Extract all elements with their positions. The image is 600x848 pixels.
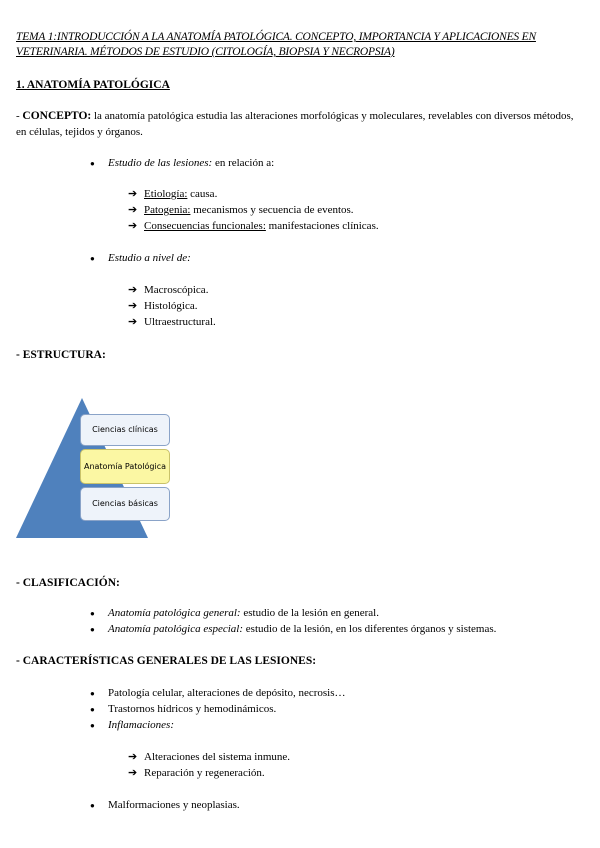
- caracteristica-item: Patología celular, alteraciones de depósito, necrosis…: [108, 687, 346, 699]
- bullet-dot-icon: ●: [90, 254, 95, 263]
- nivel-item: Ultraestructural.: [144, 316, 216, 328]
- section-heading-anatomia: 1. ANATOMÍA PATOLÓGICA: [16, 79, 170, 91]
- bullet-patologia-celular: [90, 686, 346, 701]
- term-ap-especial: Anatomía patológica especial:: [108, 623, 244, 635]
- bullet-dot-icon: ●: [90, 705, 95, 714]
- arrow-right-icon: ➔: [128, 316, 138, 328]
- caracteristica-item: Trastornos hídricos y hemodinámicos.: [108, 703, 277, 715]
- arrow-right-icon: ➔: [128, 300, 138, 312]
- caracteristica-item: Inflamaciones:: [108, 719, 174, 731]
- bullet-trastornos: [90, 702, 276, 717]
- document-title: TEMA 1:INTRODUCCIÓN A LA ANATOMÍA PATOLÓGICA. CONCEPTO, IMPORTANCIA Y APLICACIONES EN VETERINARIA. MÉTODOS DE ESTUDIO (CITOLOGÍA, BIOPSIA Y NECROPSIA): [16, 31, 536, 58]
- bullet-ap-general: [90, 606, 379, 621]
- arrow-right-icon: ➔: [128, 188, 138, 200]
- box-anatomia-patologica: Anatomía Patológica: [80, 449, 170, 484]
- bullet-inflamaciones: [90, 718, 174, 733]
- bullet-dot-icon: ●: [90, 721, 95, 730]
- arrow-right-icon: ➔: [128, 284, 138, 296]
- arrow-right-icon: ➔: [128, 767, 138, 779]
- arrow-item-histologica: [128, 299, 197, 314]
- box-ciencias-clinicas: Ciencias clínicas: [80, 414, 170, 446]
- term-patogenia: Patogenia:: [144, 204, 191, 216]
- arrow-right-icon: ➔: [128, 220, 138, 232]
- bullet-dot-icon: ●: [90, 625, 95, 634]
- arrow-item-consecuencias: [128, 219, 379, 234]
- arrow-item-macroscopica: [128, 283, 208, 298]
- pyramid-diagram: [16, 398, 176, 538]
- desc-consecuencias: manifestaciones clínicas.: [265, 220, 379, 232]
- arrow-item-etiologia: [128, 187, 217, 202]
- arrow-right-icon: ➔: [128, 751, 138, 763]
- estudio-nivel-label: Estudio a nivel de:: [108, 252, 191, 264]
- estudio-lesiones-suffix: en relación a:: [212, 157, 275, 169]
- concepto-paragraph: [16, 108, 586, 140]
- arrow-item-sistema-inmune: [128, 750, 290, 765]
- desc-patogenia: mecanismos y secuencia de eventos.: [190, 204, 354, 216]
- term-etiologia: Etiología:: [144, 188, 188, 200]
- desc-etiologia: causa.: [187, 188, 218, 200]
- desc-ap-especial: estudio de la lesión, en los diferentes órganos y sistemas.: [243, 623, 497, 635]
- arrow-item-patogenia: [128, 203, 354, 218]
- bullet-ap-especial: [90, 622, 496, 637]
- bullet-malformaciones: [90, 798, 240, 813]
- concepto-text: la anatomía patológica estudia las alteraciones morfológicas y moleculares, revelables con diversos métodos, en células, tejidos y órganos.: [16, 110, 574, 138]
- concepto-dash: -: [16, 110, 23, 122]
- bullet-estudio-nivel: [90, 251, 191, 266]
- estudio-lesiones-label: Estudio de las lesiones:: [108, 157, 213, 169]
- nivel-item: Macroscópica.: [144, 284, 209, 296]
- arrow-item-reparacion: [128, 766, 265, 781]
- box-ciencias-basicas: Ciencias básicas: [80, 487, 170, 521]
- desc-ap-general: estudio de la lesión en general.: [240, 607, 379, 619]
- caracteristica-item: Malformaciones y neoplasias.: [108, 799, 240, 811]
- bullet-estudio-lesiones: [90, 156, 274, 171]
- term-consecuencias: Consecuencias funcionales:: [144, 220, 266, 232]
- bullet-dot-icon: ●: [90, 159, 95, 168]
- concepto-label: CONCEPTO:: [22, 110, 92, 122]
- sub-item: Alteraciones del sistema inmune.: [144, 751, 291, 763]
- bullet-dot-icon: ●: [90, 689, 95, 698]
- bullet-dot-icon: ●: [90, 801, 95, 810]
- bullet-dot-icon: ●: [90, 609, 95, 618]
- sub-item: Reparación y regeneración.: [144, 767, 265, 779]
- section-heading-caracteristicas: - CARACTERÍSTICAS GENERALES DE LAS LESIONES:: [16, 655, 317, 667]
- arrow-right-icon: ➔: [128, 204, 138, 216]
- section-heading-clasificacion: - CLASIFICACIÓN:: [16, 577, 120, 589]
- nivel-item: Histológica.: [144, 300, 198, 312]
- term-ap-general: Anatomía patológica general:: [108, 607, 241, 619]
- arrow-item-ultraestructural: [128, 315, 216, 330]
- section-heading-estructura: - ESTRUCTURA:: [16, 349, 106, 361]
